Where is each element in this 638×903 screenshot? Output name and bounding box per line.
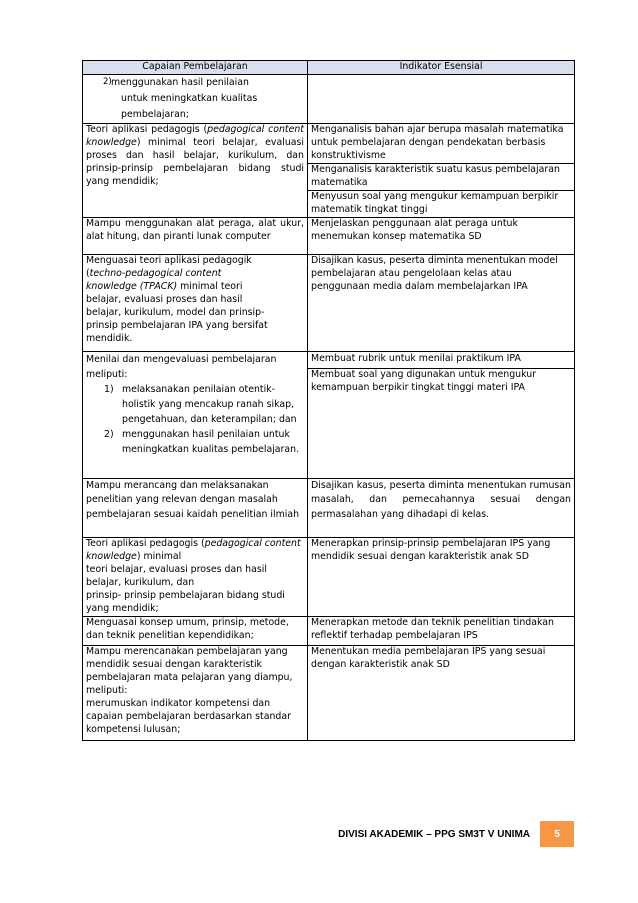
table-row — [83, 123, 575, 217]
cp-line: menggunakan hasil penilaian — [111, 76, 249, 88]
indikator-cell — [308, 74, 575, 123]
indikator-item: Menganalisis bahan ajar berupa masalah matematika untuk pembelajaran dengan pendekatan berbasis konstruktivisme — [311, 123, 564, 161]
indikator-cell: Disajikan kasus, peserta diminta menentukan model pembelajaran atau pengelolaan kelas atau penggunaan media dalam membelajarkan IPA — [308, 254, 575, 351]
page-number: 5 — [540, 821, 574, 847]
header-indikator: Indikator Esensial — [308, 61, 575, 75]
cp-line: pembelajaran; — [121, 108, 189, 120]
table-row — [83, 351, 575, 478]
list-number: 2) — [103, 76, 112, 87]
indikator-cell: Menerapkan metode dan teknik penelitian tindakan reflektif terhadap pembelajaran IPS — [308, 616, 575, 645]
indikator-item: Membuat soal yang digunakan untuk mengukur kemampuan berpikir tingkat tinggi materi IPA — [308, 368, 574, 395]
indikator-cell — [308, 123, 575, 217]
cp-italic: pedagogical content knowledge — [86, 537, 301, 562]
list-item: 2) menggunakan hasil penilaian untuk meningkatkan kualitas pembelajaran. — [104, 428, 300, 456]
indikator-cell: Menjelaskan penggunaan alat peraga untuk menemukan konsep matematika SD — [308, 217, 575, 254]
table-row — [83, 645, 575, 740]
indikator-cell: Menerapkan prinsip-prinsip pembelajaran IPS yang mendidik sesuai dengan karakteristik anak SD — [308, 537, 575, 616]
indikator-cell — [308, 351, 575, 478]
table-row — [83, 537, 575, 616]
table-row — [83, 74, 575, 123]
cp-cell: Teori aplikasi pedagogis (pedagogical content knowledge) minimal teori belajar, evaluasi proses dan hasil belajar, kurikulum, dan prinsip-prinsip pembelajaran bidang studi yang mendidik; — [83, 123, 308, 217]
table-row — [83, 616, 575, 645]
indikator-item: Menyusun soal yang mengukur kemampuan berpikir matematik tingkat tinggi — [308, 190, 574, 217]
cp-cell: Mampu merancang dan melaksanakan penelitian yang relevan dengan masalah pembelajaran sesuai kaidah penelitian ilmiah — [83, 478, 308, 537]
indikator-item: Menganalisis karakteristik suatu kasus pembelajaran matematika — [308, 163, 574, 190]
cp-italic: pedagogical content knowledge — [86, 123, 304, 148]
cp-cell — [83, 74, 308, 123]
table-row — [83, 254, 575, 351]
indikator-item: Membuat rubrik untuk menilai praktikum IPA — [311, 352, 521, 364]
cp-cell: Mampu menggunakan alat peraga, alat ukur, alat hitung, dan piranti lunak computer — [83, 217, 308, 254]
list-item: 1) melaksanakan penilaian otentik-holistik yang mencakup ranah sikap, pengetahuan, dan keterampilan; dan — [104, 383, 297, 425]
page-footer — [338, 821, 574, 847]
indikator-cell: Disajikan kasus, peserta diminta menentukan rumusan masalah, dan pemecahannya sesuai dengan permasalahan yang dihadapi di kelas. — [308, 478, 575, 537]
table-row — [83, 478, 575, 537]
header-capaian: Capaian Pembelajaran — [83, 61, 308, 75]
table-header-row — [83, 61, 575, 75]
cp-cell: Mampu merencanakan pembelajaran yang mendidik sesuai dengan karakteristik pembelajaran mata pelajaran yang diampu, meliputi: merumuskan indikator kompetensi dan capaian pembelajaran berdasarkan standar kompetensi lulusan; — [83, 645, 308, 740]
content-table — [82, 60, 575, 741]
cp-cell: Menguasai konsep umum, prinsip, metode, dan teknik penelitian kependidikan; — [83, 616, 308, 645]
cp-cell: Menguasai teori aplikasi pedagogik (techno-pedagogical content knowledge (TPACK) minimal teori belajar, evaluasi proses dan hasil belajar, kurikulum, model dan prinsip- prinsip pembelajaran IPA yang bersifat mendidik. — [83, 254, 308, 351]
table-row — [83, 217, 575, 254]
cp-cell: Menilai dan mengevaluasi pembelajaran meliputi: 1) melaksanakan penilaian otentik-holistik yang mencakup ranah sikap, pengetahuan, dan keterampilan; dan 2) menggunakan hasil penilaian untuk meningkatkan kualitas pembelajaran. — [83, 351, 308, 478]
cp-cell: Teori aplikasi pedagogis (pedagogical content knowledge) minimal teori belajar, evaluasi proses dan hasil belajar, kurikulum, dan prinsip- prinsip pembelajaran bidang studi yang mendidik; — [83, 537, 308, 616]
cp-list — [86, 382, 304, 457]
cp-line: untuk meningkatkan kualitas — [121, 92, 258, 104]
footer-text: DIVISI AKADEMIK – PPG SM3T V UNIMA — [338, 828, 530, 840]
indikator-cell: Menentukan media pembelajaran IPS yang sesuai dengan karakteristik anak SD — [308, 645, 575, 740]
